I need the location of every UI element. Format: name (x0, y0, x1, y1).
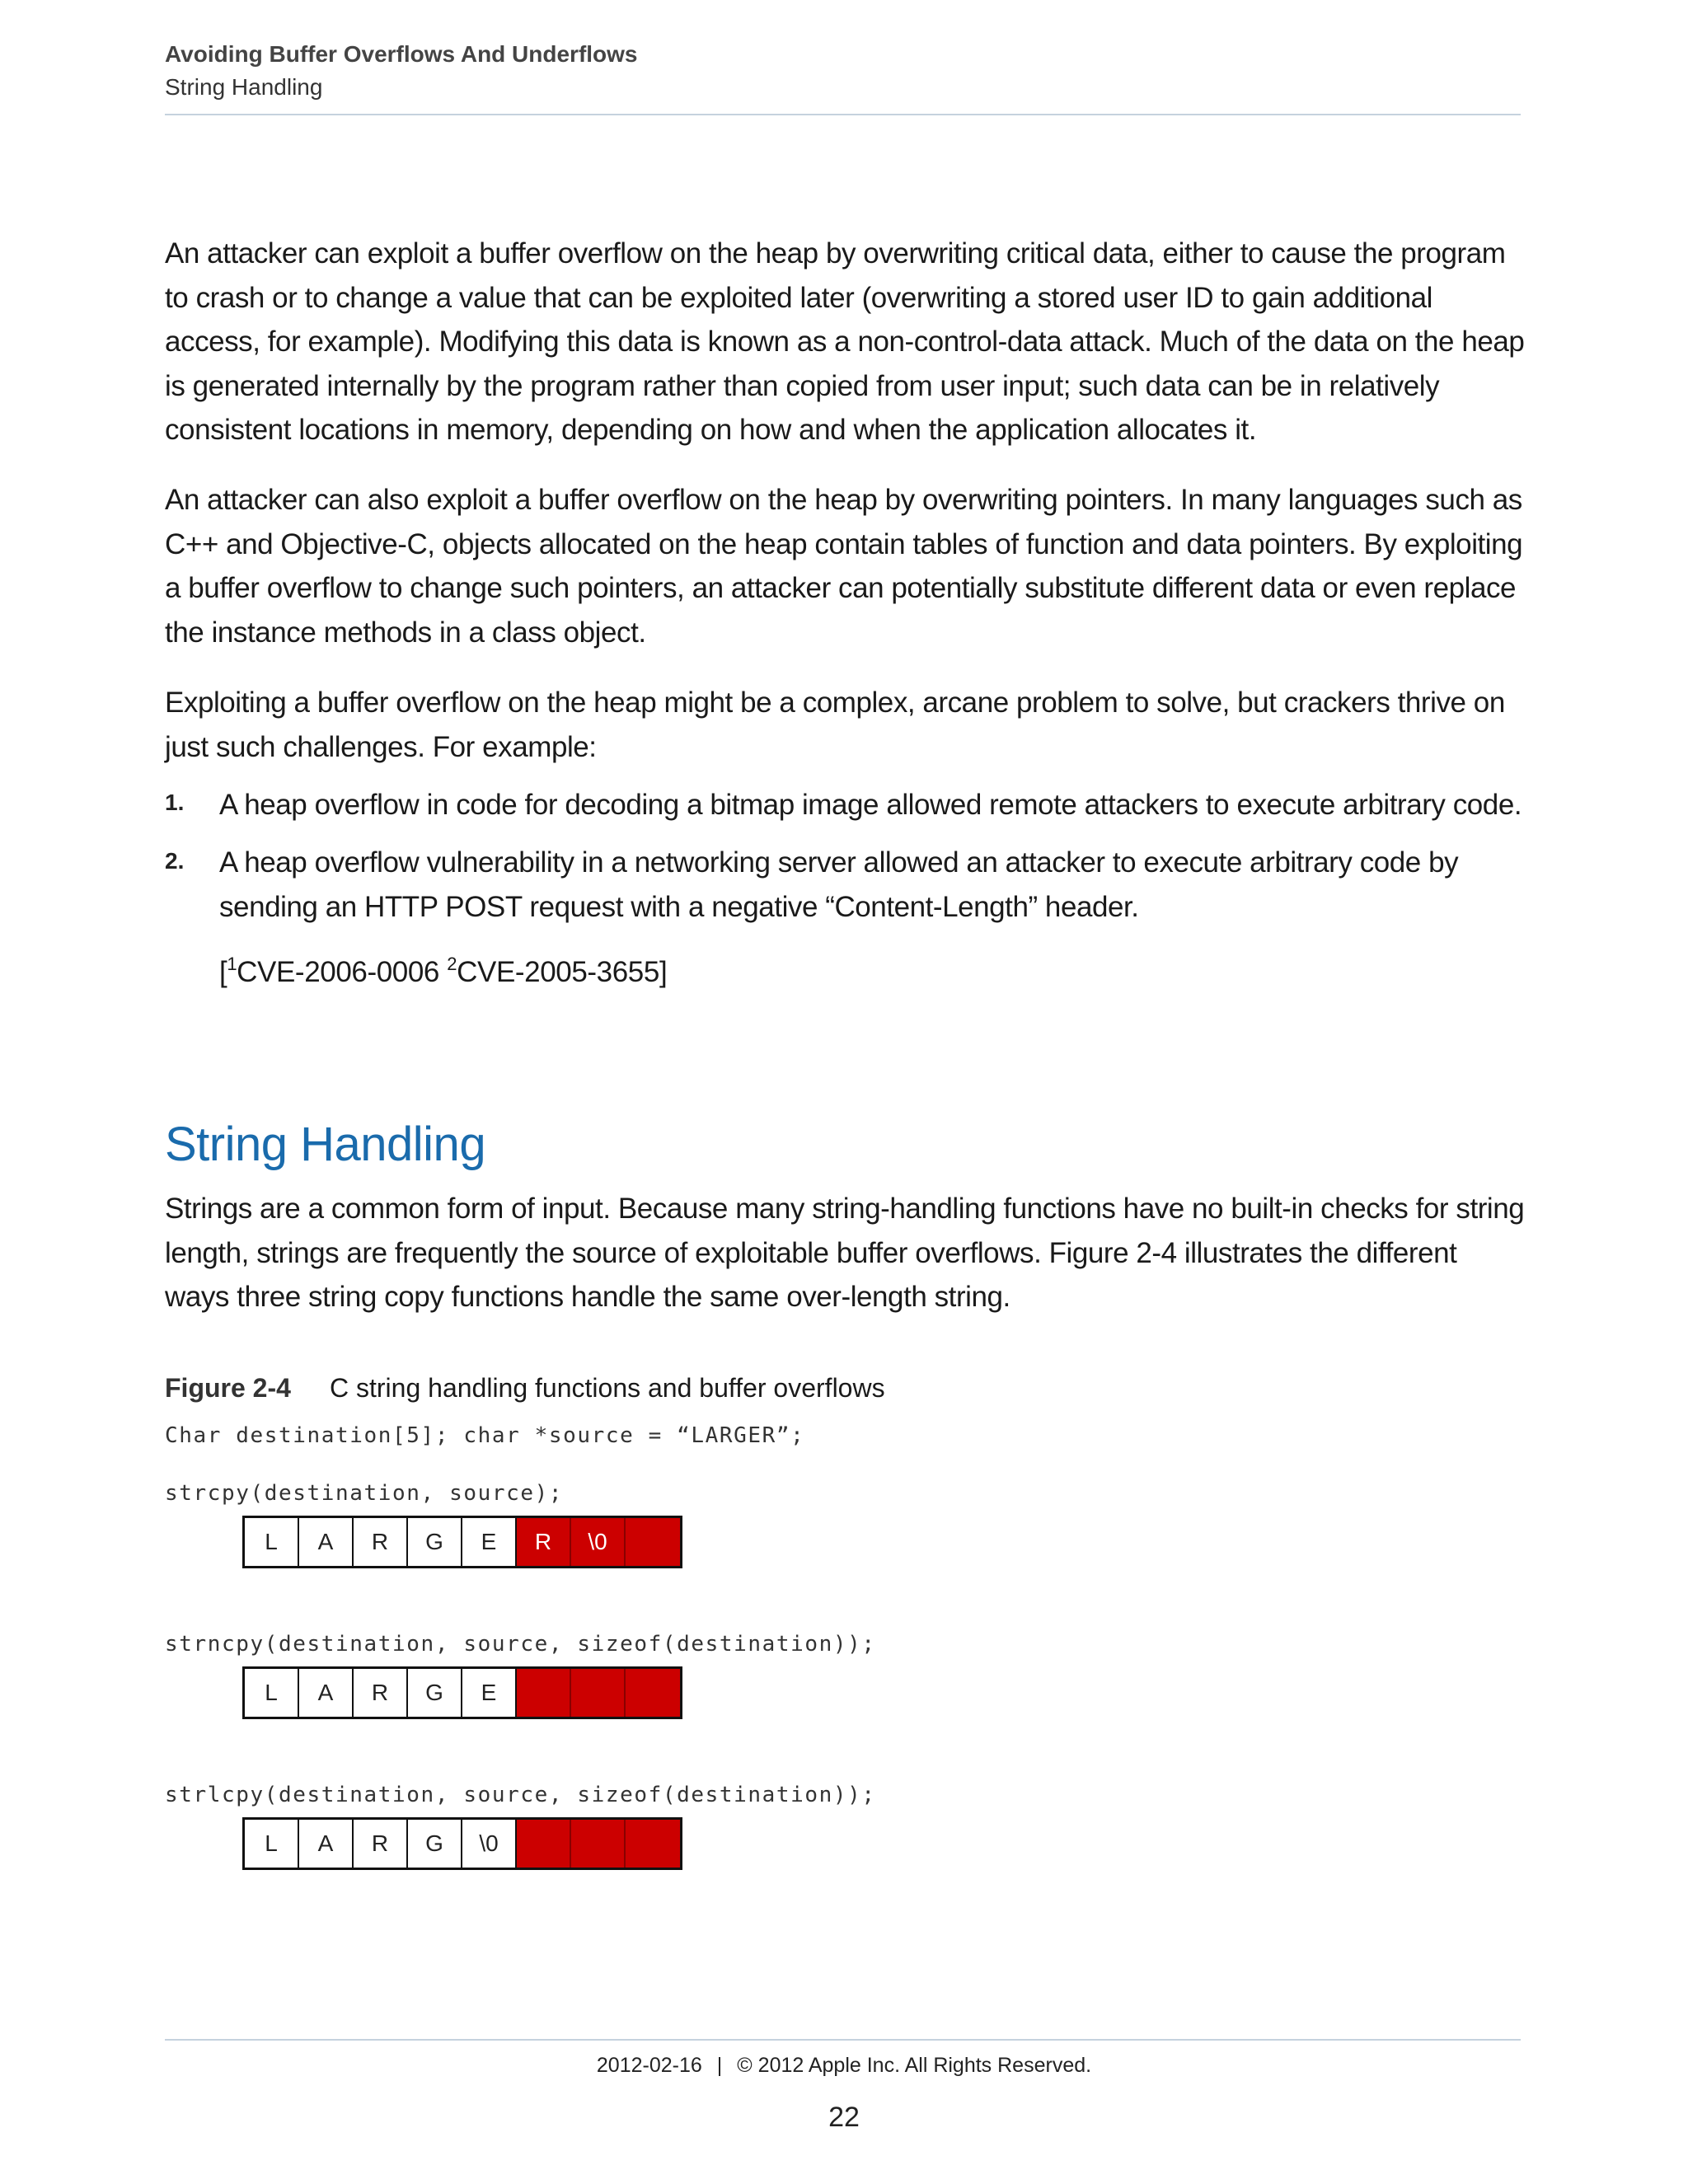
page-header (165, 38, 1521, 104)
header-divider (165, 114, 1521, 115)
code-strncpy-call: strncpy(destination, source, sizeof(destination)); (165, 1632, 876, 1657)
header-section-title: String Handling (165, 74, 323, 100)
buffer-cell: R (354, 1518, 408, 1566)
code-strcpy-call: strcpy(destination, source); (165, 1481, 564, 1506)
buffer-cell: G (408, 1518, 462, 1566)
overflow-cell (517, 1820, 571, 1868)
overflow-cell: \0 (571, 1518, 626, 1566)
refs-open-bracket: [ (219, 956, 227, 988)
buffer-cell: L (245, 1820, 299, 1868)
buffer-cell: A (299, 1669, 354, 1717)
section-heading: String Handling (165, 1118, 486, 1171)
figure-label: Figure 2-4 (165, 1373, 291, 1403)
cve-link-1[interactable]: CVE-2006-0006 (237, 956, 448, 988)
paragraph-heap-critical-data: An attacker can exploit a buffer overflow on the heap by overwriting critical data, either to cause the program to crash or to change a value that can be exploited later (overwriting a stored user ID to gain additional access, for example). Modifying this data is known as a non-control-data attack. Much of the data on the heap is generated internally by the program rather than copied from user input; such data can be in relatively consistent locations in memory, depending on how and when the application allocates it. (165, 237, 1525, 446)
code-declaration: Char destination[5]; char *source = “LARGER”; (165, 1423, 805, 1448)
overflow-cell: R (517, 1518, 571, 1566)
footer-date: 2012-02-16 (596, 2054, 702, 2077)
overflow-cell (571, 1669, 626, 1717)
buffer-cell: L (245, 1518, 299, 1566)
code-strlcpy-call: strlcpy(destination, source, sizeof(destination)); (165, 1783, 876, 1807)
paragraph-heap-challenges: Exploiting a buffer overflow on the heap might be a complex, arcane problem to solve, but crackers thrive on just such challenges. For example: (165, 687, 1505, 763)
list-number-1: 1. (165, 790, 185, 815)
footer-separator: | (716, 2054, 723, 2077)
buffer-cell: R (354, 1669, 408, 1717)
paragraph-heap-pointers: An attacker can also exploit a buffer overflow on the heap by overwriting pointers. In many languages such as C++ and Objective-C, objects allocated on the heap contain tables of function and data pointers. By exploiting a buffer overflow to change such pointers, an attacker can potentially substitute different data or even replace the instance methods in a class object. (165, 484, 1523, 649)
footer-copyright: © 2012 Apple Inc. All Rights Reserved. (737, 2054, 1092, 2077)
ref-superscript-1: 1 (227, 954, 237, 974)
cve-references (219, 956, 667, 989)
page-number: 22 (828, 2102, 860, 2133)
buffer-cell: G (408, 1669, 462, 1717)
overflow-cell (517, 1669, 571, 1717)
buffer-cell: R (354, 1820, 408, 1868)
overflow-cell (571, 1820, 626, 1868)
buffer-cell: E (462, 1518, 517, 1566)
overflow-cell (626, 1820, 680, 1868)
buffer-strncpy (242, 1666, 682, 1719)
paragraph-string-handling: Strings are a common form of input. Because many string-handling functions have no built-in checks for string length, strings are frequently the source of exploitable buffer overflows. Figure 2-4 illustrates the different ways three string copy functions handle the same over-length string. (165, 1193, 1525, 1313)
overflow-cell (626, 1518, 680, 1566)
list-item-1: A heap overflow in code for decoding a bitmap image allowed remote attackers to execute arbitrary code. (219, 789, 1522, 821)
buffer-cell: A (299, 1820, 354, 1868)
footer-divider (165, 2039, 1521, 2041)
list-item-2: A heap overflow vulnerability in a networking server allowed an attacker to execute arbitrary code by sending an HTTP POST request with a negative “Content-Length” header. (219, 846, 1459, 923)
list-number-2: 2. (165, 848, 185, 874)
refs-close-bracket: ] (659, 956, 668, 988)
buffer-cell: E (462, 1669, 517, 1717)
buffer-cell: L (245, 1669, 299, 1717)
footer (0, 2054, 1688, 2078)
buffer-cell: \0 (462, 1820, 517, 1868)
buffer-strlcpy (242, 1817, 682, 1870)
header-chapter-title: Avoiding Buffer Overflows And Underflows (165, 41, 638, 67)
buffer-cell: A (299, 1518, 354, 1566)
overflow-cell (626, 1669, 680, 1717)
ref-superscript-2: 2 (447, 954, 457, 974)
buffer-strcpy (242, 1516, 682, 1568)
cve-link-2[interactable]: CVE-2005-3655 (457, 956, 659, 988)
figure-caption-text: C string handling functions and buffer overflows (330, 1373, 885, 1403)
figure-caption (165, 1373, 885, 1404)
buffer-cell: G (408, 1820, 462, 1868)
